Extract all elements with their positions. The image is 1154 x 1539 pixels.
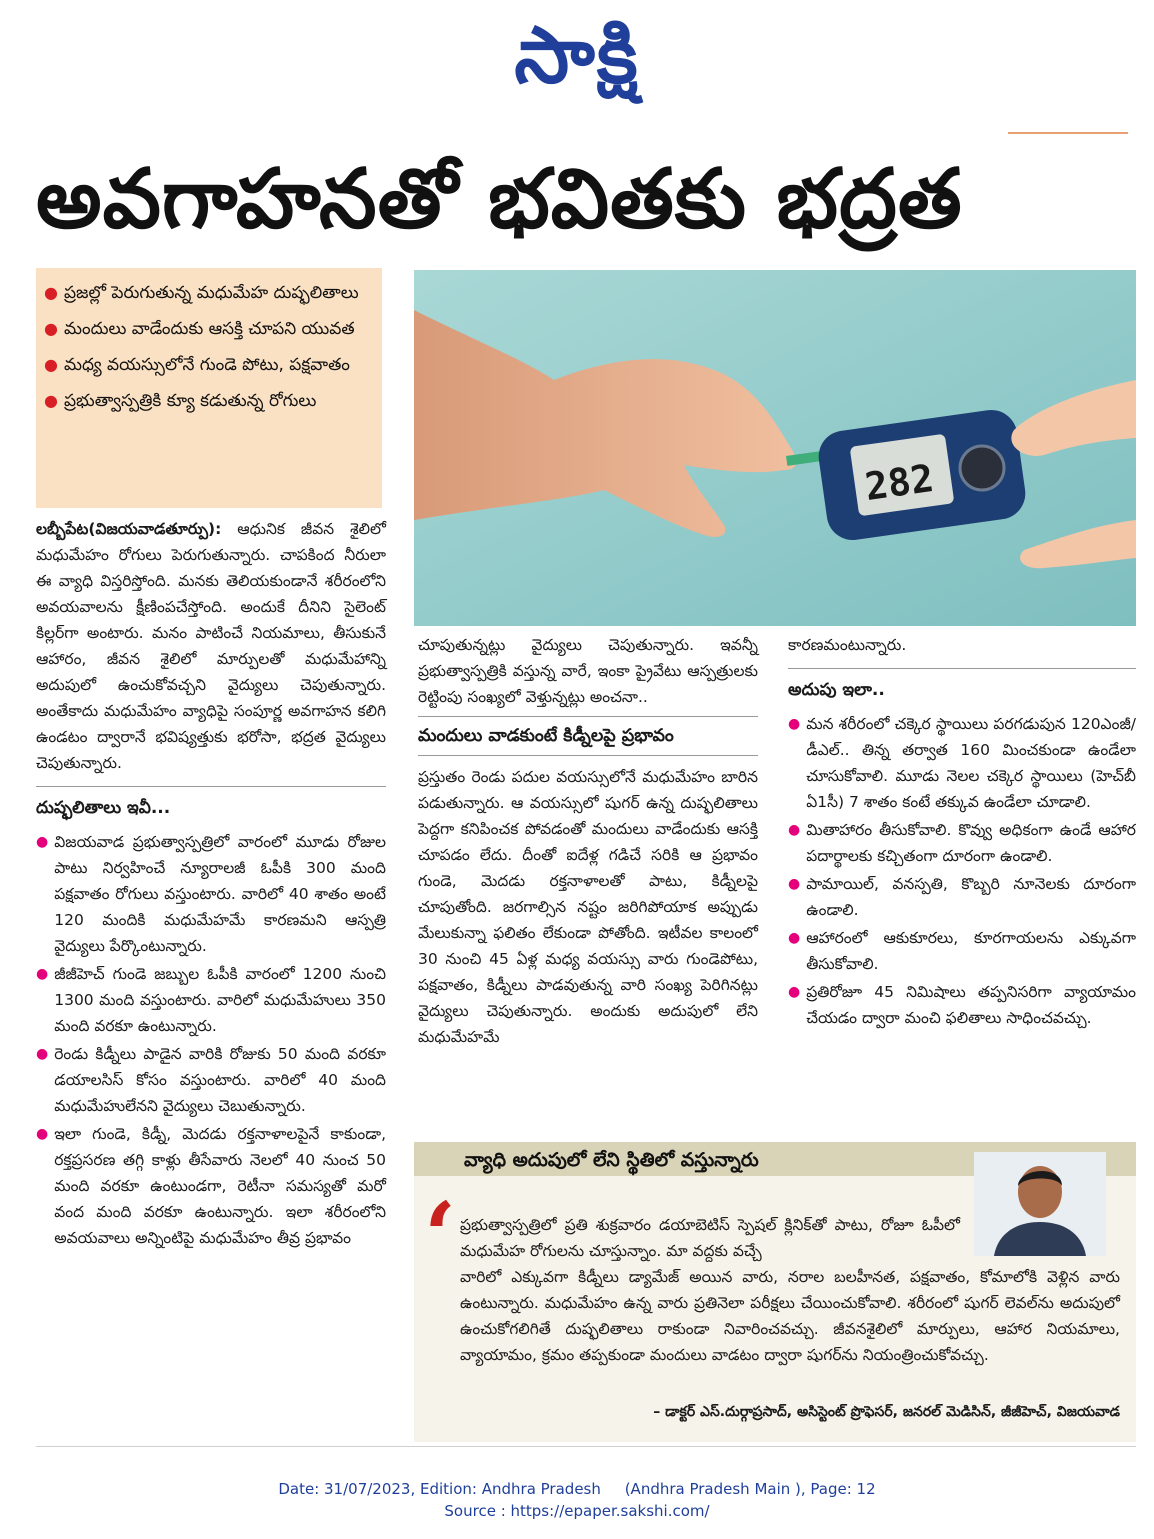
bottom-rule	[36, 1446, 1136, 1447]
list-item: ● రెండు కిడ్నీలు పాడైన వారికి రోజుకు 50 మంది వరకూ డయాలసిస్ కోసం వస్తుంటారు. వారిలో 40 మంది మధుమేహులేనని వైద్యులు చెబుతున్నారు.	[36, 1041, 386, 1119]
highlight-item: ● మధ్య వయస్సులోనే గుండె పోటు, పక్షవాతం	[44, 350, 374, 380]
list-item: ● ఆహారంలో ఆకుకూరలు, కూరగాయలను ఎక్కువగా తీసుకోవాలి.	[788, 925, 1136, 977]
quote-text-top: ప్రభుత్వాస్పత్రిలో ప్రతి శుక్రవారం డయాబెటిస్ స్పెషల్ క్లినిక్‌తో పాటు, రోజూ ఓపీలో మధుమేహ రోగులను చూస్తున్నాం. మా వద్దకు వచ్చే	[460, 1216, 960, 1260]
dateline: లబ్బీపేట(విజయవాడతూర్పు):	[36, 520, 222, 538]
list-item: ● జీజీహెచ్ గుండె జబ్బుల ఓపీకి వారంలో 1200 నుంచి 1300 మంది వస్తుంటారు. వారిలో మధుమేహులు 350 మంది వరకూ ఉంటున్నారు.	[36, 961, 386, 1039]
meter-reading: 282	[862, 455, 937, 510]
quote-mark-icon: ‘	[424, 1182, 457, 1290]
subhead-kidney: మందులు వాడకుంటే కిడ్నీలపై ప్రభావం	[418, 716, 758, 756]
bullet-icon: ●	[36, 966, 49, 982]
bullet-icon: ●	[788, 716, 801, 732]
quote-heading: వ్యాధి అదుపులో లేని స్థితిలో వస్తున్నారు	[464, 1149, 759, 1171]
footer-source[interactable]: Source : https://epaper.sakshi.com/	[444, 1502, 710, 1520]
highlight-item: ● ప్రభుత్వాస్పత్రికి క్యూ కడుతున్న రోగులు	[44, 386, 374, 416]
quote-text-bottom: వారిలో ఎక్కువగా కిడ్నీలు డ్యామేజ్ అయిన వారు, నరాల బలహీనత, పక్షవాతం, కోమాలోకి వెళ్లిన వారు ఉంటున్నారు. మధుమేహం ఉన్న వారు ప్రతినెలా పరీక్షలు చేయించుకోవాలి. శరీరంలో షుగర్ లెవల్‌ను అదుపులో ఉంచుకోగలిగితే దుష్ఫలితాలు రాకుండా నివారించవచ్చు. జీవనశైలిలో మార్పులు, ఆహార నియమాలు, వ్యాయామం, క్రమం తప్పకుండా మందులు వాడటం ద్వారా షుగర్‌ను నియంత్రించుకోవచ్చు.	[460, 1268, 1120, 1364]
footer-date: Date: 31/07/2023, Edition: Andhra Pradesh (Andhra Pradesh Main ), Page: 12	[278, 1480, 876, 1498]
subhead-control: అదుపు ఇలా..	[788, 668, 1136, 703]
bullet-icon: ●	[36, 1046, 49, 1062]
list-item: ● మితాహారం తీసుకోవాలి. కొవ్వు అధికంగా ఉండే ఆహార పదార్థాలకు కచ్చితంగా దూరంగా ఉండాలి.	[788, 817, 1136, 869]
masthead	[0, 8, 1154, 104]
list-item: ● ఇలా గుండె, కిడ్నీ, మెదడు రక్తనాళాలపైనే కాకుండా, రక్తప్రసరణ తగ్గి కాళ్లు తీసేవారు నెలలో 40 నుంచ 50 మంది వరకూ ఉంటుండగా, రెటీనా సమస్యతో మరో వంద మంది వరకూ ఉంటున్నారు. ఇలా శరీరంలోని అవయవాలు అన్నింటిపై మధుమేహం తీవ్ర ప్రభావం	[36, 1121, 386, 1251]
bullet-icon: ●	[44, 391, 58, 410]
quote-bar-accent	[414, 1142, 464, 1176]
subhead-effects: దుష్ఫలితాలు ఇవీ...	[36, 786, 386, 821]
list-item: ● విజయవాడ ప్రభుత్వాస్పత్రిలో వారంలో మూడు రోజుల పాటు నిర్వహించే న్యూరాలజీ ఓపీకి 300 మంది పక్షవాతం రోగులు వస్తుంటారు. వారిలో 40 శాతం అంటే 120 మందికి మధుమేహమే కారణమని ఆస్పత్రి వైద్యులు పేర్కొంటున్నారు.	[36, 829, 386, 959]
bullet-icon: ●	[788, 876, 801, 892]
bullet-icon: ●	[788, 984, 801, 1000]
doctor-portrait	[974, 1152, 1106, 1256]
highlight-item: ● మందులు వాడేందుకు ఆసక్తి చూపని యువత	[44, 314, 374, 344]
continued-paragraph: చూపుతున్నట్లు వైద్యులు చెపుతున్నారు. ఇవన్నీ ప్రభుత్వాస్పత్రికి వస్తున్న వారే, ఇంకా ప్రైవేటు ఆస్పత్రులకు రెట్టింపు సంఖ్యలో వెళ్తున్నట్లు అంచనా..	[418, 636, 758, 706]
continued-paragraph: కారణమంటున్నారు.	[788, 636, 907, 654]
highlights-box	[36, 268, 382, 508]
bullet-icon: ●	[44, 355, 58, 374]
sakshi-logo: సాక్షి	[514, 11, 640, 101]
bullet-icon: ●	[788, 822, 801, 838]
list-item: ● పామాయిల్, వనస్పతి, కొబ్బరి నూనెలకు దూరంగా ఉండాలి.	[788, 871, 1136, 923]
list-item: ● ప్రతిరోజూ 45 నిమిషాలు తప్పనిసరిగా వ్యాయామం చేయడం ద్వారా మంచి ఫలితాలు సాధించవచ్చు.	[788, 979, 1136, 1031]
highlight-item: ● ప్రజల్లో పెరుగుతున్న మధుమేహ దుష్ఫలితాలు	[44, 278, 374, 308]
decorative-rule	[1008, 132, 1128, 134]
glucose-test-photo	[414, 270, 1136, 626]
bullet-icon: ●	[44, 319, 58, 338]
bullet-icon: ●	[36, 1126, 49, 1142]
bullet-icon: ●	[36, 834, 49, 850]
column-2	[418, 632, 758, 1050]
bullet-icon: ●	[788, 930, 801, 946]
column-3	[788, 632, 1136, 1033]
list-item: ● మన శరీరంలో చక్కెర స్థాయిలు పరగడుపున 120ఎంజీ/డీఎల్.. తిన్న తర్వాత 160 మించకుండా ఉండేలా చూసుకోవాలి. మూడు నెలల చక్కెర స్థాయిలు (హెచ్‌బీ ఏ1సీ) 7 శాతం కంటే తక్కువ ఉండేలా చూడాలి.	[788, 711, 1136, 815]
body-paragraph: ప్రస్తుతం రెండు పదుల వయస్సులోనే మధుమేహం బారిన పడుతున్నారు. ఆ వయస్సులో షుగర్ ఉన్న దుష్ఫలితాలు పెద్దగా కనిపించక పోవడంతో మందులు వాడేందుకు ఆసక్తి చూపడం లేదు. దీంతో ఐదేళ్ల గడిచే సరికి ఆ ప్రభావం గుండె, మెదడు రక్తనాళాలతో పాటు, కిడ్నీలపై చూపుతోంది. జరగాల్సిన నష్టం జరిగిపోయాక అప్పుడు మేలుకున్నా ఫలితం లేకుండా పోతోంది. ఇటీవల కాలంలో 30 నుంచి 45 ఏళ్ల మధ్య వయస్సు వారు గుండెపోటు, పక్షవాతం, కిడ్నీలు పాడవుతున్న వారి సంఖ్య పెరిగినట్లు వైద్యులు చెపుతున్నారు. అందుకు అదుపులో లేని మధుమేహమే	[418, 768, 758, 1046]
doctor-signature: – డాక్టర్ ఎస్.దుర్గాప్రసాద్, అసిస్టెంట్ ప్రొఫెసర్, జనరల్ మెడిసిన్, జీజీహెచ్, విజయవాడ	[653, 1404, 1120, 1420]
intro-paragraph: లబ్బీపేట(విజయవాడతూర్పు): ఆధునిక జీవన శైలిలో మధుమేహం రోగులు పెరుగుతున్నారు. చాపకింద నీరులా ఈ వ్యాధి విస్తరిస్తోంది. మనకు తెలియకుండానే శరీరంలోని అవయవాలను క్షీణింపచేస్తోంది. అందుకే దీనిని సైలెంట్ కిల్లర్‌గా అంటారు. మనం పాటించే నియమాలు, తీసుకునే ఆహారం, జీవన శైలిలో మార్పులతో మధుమేహాన్ని అదుపులో ఉంచుకోవచ్చని వైద్యులు చెపుతున్నారు. అంతేకాదు మధుమేహం వ్యాధిపై సంపూర్ణ అవగాహన కలిగి ఉండటం ద్వారానే భవిష్యత్తుకు భరోసా, భద్రత వైద్యులు చెపుతున్నారు.	[36, 520, 386, 772]
column-1	[36, 516, 386, 1253]
headline: అవగాహనతో భవితకు భద్రత	[36, 152, 963, 247]
footer	[0, 1478, 1154, 1522]
bullet-icon: ●	[44, 283, 58, 302]
